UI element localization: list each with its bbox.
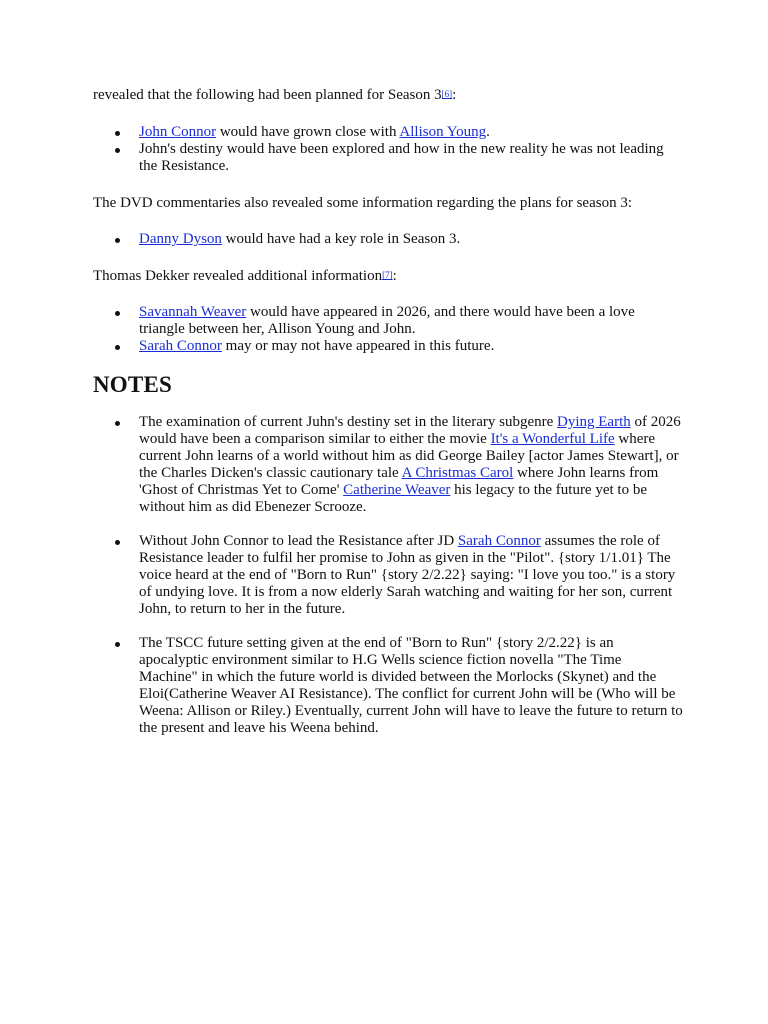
reference-6-link[interactable]: [6] (441, 89, 453, 99)
note-text: of 2026 would have been a comparison similar to either the movie (139, 414, 681, 447)
list-item (93, 231, 683, 248)
list-item (93, 124, 683, 141)
document-page (93, 84, 683, 737)
note-text: The examination of current Juhn's destiny set in the literary subgenre (139, 414, 558, 430)
dvd-paragraph: The DVD commentaries also revealed some information regarding the plans for season 3: (93, 195, 632, 211)
note-text: assumes the role of Resistance leader to fulfil her promise to John as given in the "Pilot". {story 1/1.01} The voice heard at the end of "Born to Run" {story 2/2.22} saying: "I love you too." is a story of undying love. It is from a now elderly Sarah watching and waiting for her son, current John, to return to her in the future. (139, 533, 676, 617)
reference-7 (382, 270, 393, 280)
note-text: where current John learns of a world without him as did George Bailey [actor James Stewart], or the Charles Dicken's classic cautionary tale (139, 431, 679, 481)
dekker-suffix: : (392, 268, 397, 284)
intro-paragraph (93, 87, 683, 104)
list-item (93, 533, 683, 618)
list-item-text: would have appeared in 2026, and there would have been a love triangle between her, Allison Young and John. (139, 304, 635, 337)
allison-young-link[interactable]: Allison Young (399, 124, 487, 140)
intro-text: revealed that the following had been planned for Season 3 (93, 87, 442, 103)
list-item-text: . (486, 124, 490, 140)
sarah-connor-notes-link[interactable]: Sarah Connor (457, 533, 541, 549)
note-text: The TSCC future setting given at the end of "Born to Run" {story 2/2.22} is an apocalyptic environment similar to H.G Wells science fiction novella "The Time Machine" in which the future world is divided between the Morlocks (Skynet) and the Eloi(Catherine Weaver AI Resistance). The conflict for current John will be (Who will be Weena: Allison or Riley.) Eventually, current John will have to leave the future to return to the present and leave his Weena behind. (139, 635, 683, 736)
list-item-text: may or may not have appeared in this future. (221, 338, 495, 354)
dekker-text: Thomas Dekker revealed additional information (93, 268, 383, 284)
reference-6 (442, 89, 453, 99)
list-item (93, 338, 683, 355)
reference-7-link[interactable]: [7] (382, 270, 393, 280)
list-item-text: would have grown close with (216, 124, 400, 140)
list-item (93, 141, 683, 175)
wonderful-life-link[interactable]: It's a Wonderful Life (490, 431, 615, 447)
list-item-text: would have had a key role in Season 3. (221, 231, 461, 247)
note-text: where John learns from 'Ghost of Christmas Yet to Come' (139, 465, 659, 498)
dvd-list (93, 231, 683, 248)
note-text: his legacy to the future yet to be without him as did Ebenezer Scrooze. (139, 482, 647, 515)
christmas-carol-link[interactable]: A Christmas Carol (401, 465, 514, 481)
dying-earth-link[interactable]: Dying Earth (557, 414, 631, 430)
list-item (93, 635, 683, 737)
list-item (93, 414, 683, 516)
note-text: Without John Connor to lead the Resistance after JD (139, 533, 458, 549)
season3-plans-list (93, 124, 683, 175)
list-item (93, 304, 683, 338)
notes-heading: NOTES (93, 372, 172, 397)
intro-suffix: : (452, 87, 457, 103)
catherine-weaver-link[interactable]: Catherine Weaver (343, 482, 451, 498)
list-item-text: John's destiny would have been explored and how in the new reality he was not leading the Resistance. (139, 141, 664, 174)
dekker-paragraph (93, 268, 683, 285)
dekker-list (93, 304, 683, 355)
danny-dyson-link[interactable]: Danny Dyson (139, 231, 222, 247)
sarah-connor-link[interactable]: Sarah Connor (139, 338, 222, 354)
savannah-weaver-link[interactable]: Savannah Weaver (139, 304, 247, 320)
john-connor-link[interactable]: John Connor (139, 124, 217, 140)
notes-list (93, 414, 683, 737)
